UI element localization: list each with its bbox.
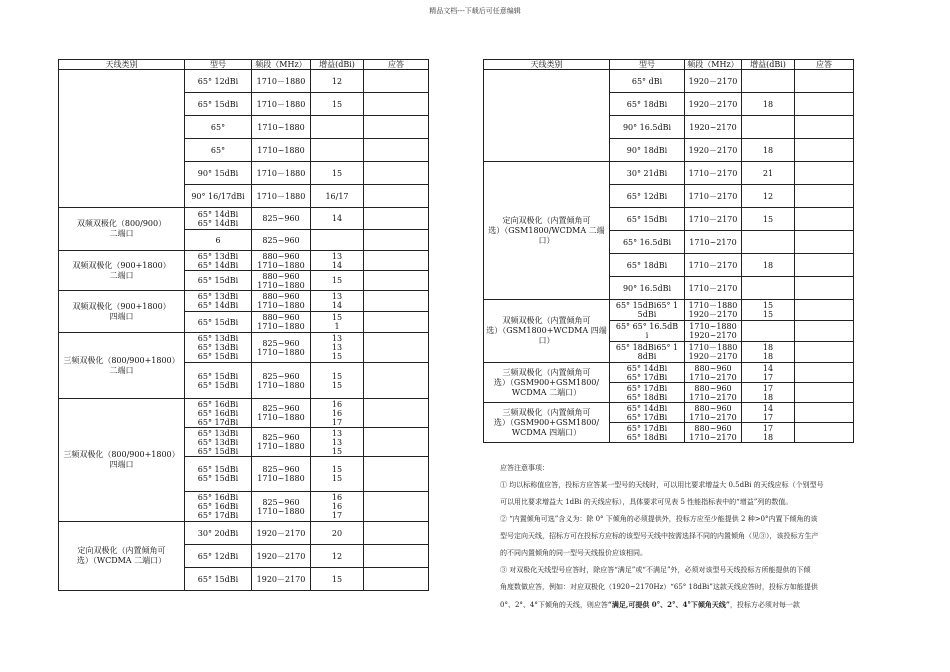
- table-row: [484, 70, 854, 93]
- cell-gain: 17 18: [742, 383, 795, 403]
- cell-answer[interactable]: [364, 93, 429, 116]
- cell-gain: [742, 277, 795, 300]
- cell-band: 825~960 1710~1880: [252, 333, 311, 363]
- cell-category: 双频双极化（900+1800） 二端口: [59, 251, 185, 291]
- cell-gain: 15: [311, 271, 364, 291]
- cell-band: 1710－1880: [252, 70, 311, 93]
- col-header-band: 频段（MHz）: [252, 60, 311, 70]
- cell-answer[interactable]: [364, 208, 429, 230]
- cell-category: 定向双极化（内置倾角可 选）（WCDMA 二端口）: [59, 522, 185, 591]
- col-header-answer: 应答: [795, 60, 854, 70]
- cell-gain: 16 16 17: [311, 399, 364, 428]
- cell-answer[interactable]: [364, 568, 429, 591]
- cell-gain: 16/17: [311, 185, 364, 208]
- cell-gain: [742, 70, 795, 93]
- cell-answer[interactable]: [364, 428, 429, 457]
- cell-gain: 16 16 17: [311, 492, 364, 522]
- cell-answer[interactable]: [795, 342, 854, 363]
- cell-gain: 15 15: [742, 300, 795, 321]
- cell-answer[interactable]: [364, 139, 429, 162]
- cell-answer[interactable]: [364, 522, 429, 545]
- cell-model: 65° 16dBi 65° 16dBi 65° 17dBi: [185, 492, 252, 522]
- note-1-line-2: 可以用比要求增益大 1dBi 的天线应标），具体要求可见表 5 性能指标表中的“增益”列的数值。: [500, 498, 793, 506]
- cell-category: 双频双极化（800/900） 二端口: [59, 208, 185, 251]
- cell-model: 65°: [185, 116, 252, 139]
- table-header-row: [59, 60, 429, 70]
- cell-band: 1710－1880 1920－2170: [685, 300, 742, 321]
- table-row: [59, 291, 429, 312]
- cell-answer[interactable]: [795, 363, 854, 383]
- table-row: [484, 363, 854, 383]
- cell-gain: 15: [311, 93, 364, 116]
- cell-band: 880~960 1710~1880: [252, 291, 311, 312]
- table-row: [59, 333, 429, 363]
- cell-model: 90° 16/17dBi: [185, 185, 252, 208]
- cell-band: 1710－1880: [252, 93, 311, 116]
- cell-model: 65° 14dBi 65° 14dBi: [185, 208, 252, 230]
- cell-answer[interactable]: [795, 321, 854, 342]
- col-header-band: 频段（MHz）: [685, 60, 742, 70]
- cell-answer[interactable]: [364, 291, 429, 312]
- cell-band: 1710－2170: [685, 185, 742, 208]
- cell-answer[interactable]: [795, 70, 854, 93]
- cell-answer[interactable]: [364, 399, 429, 428]
- cell-answer[interactable]: [795, 208, 854, 231]
- cell-answer[interactable]: [364, 333, 429, 363]
- cell-band: 1710~1880: [252, 116, 311, 139]
- cell-gain: [742, 231, 795, 254]
- cell-band: 1710－1880: [252, 185, 311, 208]
- cell-category: 三频双极化（内置倾角可 选）（GSM900+GSM1800/ WCDMA 四端口）: [484, 403, 610, 443]
- cell-model: 65° 17dBi 65° 18dBi: [610, 423, 685, 443]
- cell-gain: 15: [311, 568, 364, 591]
- note-3-text-a: 0°、2°、4°下倾角的天线，则应答: [500, 601, 608, 609]
- cell-gain: [742, 321, 795, 342]
- cell-model: 90° 15dBi: [185, 162, 252, 185]
- cell-band: 1920－2170: [685, 93, 742, 116]
- cell-gain: 12: [311, 70, 364, 93]
- cell-answer[interactable]: [364, 271, 429, 291]
- cell-answer[interactable]: [364, 230, 429, 251]
- cell-gain: 12: [742, 185, 795, 208]
- cell-gain: 18: [742, 93, 795, 116]
- note-2-line-3: 的不同内置倾角的同一型号天线报价应该相同。: [500, 549, 647, 557]
- cell-category: 双频双极化（900+1800） 四端口: [59, 291, 185, 333]
- cell-model: 65° 18dBi: [610, 254, 685, 277]
- cell-gain: 18 18: [742, 342, 795, 363]
- cell-gain: 18: [742, 139, 795, 162]
- cell-gain: 13 14: [311, 251, 364, 271]
- note-3-line-2: 角度数做应答，例如：对应双极化（1920~2170Hz）“65° 18dBi”这款天线应答时，投标方如能提供: [500, 583, 818, 591]
- cell-answer[interactable]: [795, 231, 854, 254]
- cell-gain: 21: [742, 162, 795, 185]
- cell-answer[interactable]: [795, 254, 854, 277]
- cell-band: 880~960 1710~2170: [685, 363, 742, 383]
- cell-answer[interactable]: [795, 423, 854, 443]
- table-header-row: [484, 60, 854, 70]
- cell-model: 65° dBi: [610, 70, 685, 93]
- cell-model: 90° 16.5dBi: [610, 277, 685, 300]
- note-3-line-1: ③ 对双极化天线型号应答时，除应答“满足”或“不满足”外，必须对该型号天线投标方所能提供的下倾: [500, 566, 811, 574]
- cell-model: 30° 21dBi: [610, 162, 685, 185]
- cell-band: 1920~2170: [685, 116, 742, 139]
- table-row: [484, 162, 854, 185]
- cell-category: 三频双极化（800/900+1800） 四端口: [59, 399, 185, 522]
- cell-answer[interactable]: [364, 116, 429, 139]
- cell-model: 65° 15dBi: [185, 271, 252, 291]
- cell-gain: 17 18: [742, 423, 795, 443]
- cell-answer[interactable]: [795, 403, 854, 423]
- cell-band: 880~960 1710~2170: [685, 383, 742, 403]
- cell-gain: [742, 116, 795, 139]
- cell-model: 65° 16.5dBi: [610, 231, 685, 254]
- cell-gain: 15 15: [311, 363, 364, 399]
- cell-model: 65° 15dBi: [185, 93, 252, 116]
- col-header-gain: 增益(dBi): [311, 60, 364, 70]
- cell-answer[interactable]: [795, 93, 854, 116]
- cell-gain: 15 1: [311, 312, 364, 333]
- note-2-line-1: ② “内置倾角可选”含义为：除 0° 下倾角的必须提供外，投标方应至少能提供 2 种>0°内置下倾角的该: [500, 515, 818, 523]
- cell-model: 65° 17dBi 65° 18dBi: [610, 383, 685, 403]
- cell-answer[interactable]: [364, 363, 429, 399]
- cell-model: 65° 15dBi: [185, 312, 252, 333]
- cell-gain: [311, 116, 364, 139]
- cell-band: 880~960 1710~1880: [252, 251, 311, 271]
- cell-gain: 12: [311, 545, 364, 568]
- cell-model: 65° 18dBi65° 1 8dBi: [610, 342, 685, 363]
- cell-band: 825~960 1710~1880: [252, 492, 311, 522]
- cell-model: 65° 12dBi: [610, 185, 685, 208]
- antenna-table-left: [58, 59, 429, 591]
- cell-category: 三频双极化（800/900+1800） 二端口: [59, 333, 185, 399]
- cell-model: 90° 18dBi: [610, 139, 685, 162]
- col-header-model: 型号: [185, 60, 252, 70]
- cell-model: 65° 14dBi 65° 17dBi: [610, 403, 685, 423]
- cell-band: 1710－2170: [685, 277, 742, 300]
- cell-band: 1920－2170: [685, 139, 742, 162]
- note-2-line-2: 型号定向天线，招标方可在投标方应标的该型号天线中按需选择不同的内置倾角（见③），该投标方生产: [500, 532, 819, 540]
- table-row: [59, 522, 429, 545]
- note-3-line-3: [500, 596, 868, 614]
- cell-band: 1710－2170: [685, 254, 742, 277]
- cell-model: 6: [185, 230, 252, 251]
- cell-band: 825~960 1710~1880: [252, 428, 311, 457]
- table-row: [484, 300, 854, 321]
- cell-band: 825~960: [252, 230, 311, 251]
- cell-answer[interactable]: [795, 139, 854, 162]
- cell-gain: [311, 139, 364, 162]
- cell-gain: 15: [742, 208, 795, 231]
- notes-title: 应答注意事项：: [500, 464, 549, 472]
- table-row: [484, 403, 854, 423]
- cell-answer[interactable]: [364, 312, 429, 333]
- table-row: [59, 251, 429, 271]
- cell-model: 65° 18dBi: [610, 93, 685, 116]
- table-row: [59, 208, 429, 230]
- cell-model: 65° 13dBi 65° 14dBi: [185, 291, 252, 312]
- cell-model: 65°: [185, 139, 252, 162]
- cell-band: 1710~2170: [685, 231, 742, 254]
- cell-gain: [311, 230, 364, 251]
- cell-model: 65° 13dBi 65° 13dBi 65° 15dBi: [185, 428, 252, 457]
- col-header-answer: 应答: [364, 60, 429, 70]
- cell-band: 880~960 1710~1880: [252, 271, 311, 291]
- cell-gain: 13 13 15: [311, 428, 364, 457]
- cell-band: 1710~1880: [252, 139, 311, 162]
- note-3-text-b: ，投标方必须对每一款: [729, 601, 800, 609]
- cell-answer[interactable]: [364, 492, 429, 522]
- cell-band: 825~960 1710~1880: [252, 363, 311, 399]
- cell-gain: 14: [311, 208, 364, 230]
- cell-model: 65° 65° 16.5dB i: [610, 321, 685, 342]
- cell-category: [59, 70, 185, 208]
- cell-model: 65° 15dBi 65° 15dBi: [185, 457, 252, 492]
- cell-model: 65° 13dBi 65° 14dBi: [185, 251, 252, 271]
- cell-gain: 14 17: [742, 363, 795, 383]
- cell-band: 880~960 1710~2170: [685, 423, 742, 443]
- cell-category: 定向双极化（内置倾角可 选）（GSM1800/WCDMA 二端 口）: [484, 162, 610, 300]
- note-3-bold-answer: “满足,可提供 0°、2°、4°下倾角天线”: [607, 600, 730, 609]
- col-header-category: 天线类别: [59, 60, 185, 70]
- table-row: [59, 70, 429, 93]
- cell-band: 1920－2170: [252, 568, 311, 591]
- cell-category: [484, 70, 610, 162]
- cell-answer[interactable]: [364, 457, 429, 492]
- cell-answer[interactable]: [795, 383, 854, 403]
- antenna-table-right: [483, 59, 854, 443]
- cell-band: 825~960: [252, 208, 311, 230]
- table-row: [59, 399, 429, 428]
- cell-band: 1710－2170: [685, 162, 742, 185]
- cell-answer[interactable]: [795, 300, 854, 321]
- col-header-gain: 增益(dBi): [742, 60, 795, 70]
- cell-model: 65° 12dBi: [185, 70, 252, 93]
- col-header-category: 天线类别: [484, 60, 610, 70]
- cell-band: 1920－2170: [252, 522, 311, 545]
- cell-model: 65° 15dBi 65° 15dBi: [185, 363, 252, 399]
- cell-band: 880~960 1710~1880: [252, 312, 311, 333]
- cell-model: 90° 16.5dBi: [610, 116, 685, 139]
- cell-model: 65° 12dBi: [185, 545, 252, 568]
- cell-model: 65° 13dBi 65° 13dBi 65° 15dBi: [185, 333, 252, 363]
- cell-answer[interactable]: [795, 277, 854, 300]
- cell-answer[interactable]: [795, 162, 854, 185]
- cell-band: 825~960 1710~1880: [252, 399, 311, 428]
- cell-gain: 13 14: [311, 291, 364, 312]
- cell-gain: 13 13 15: [311, 333, 364, 363]
- cell-gain: 20: [311, 522, 364, 545]
- cell-answer[interactable]: [364, 251, 429, 271]
- cell-model: 65° 15dBi65° 1 5dBi: [610, 300, 685, 321]
- cell-model: 65° 15dBi: [610, 208, 685, 231]
- cell-band: 880~960 1710~2170: [685, 403, 742, 423]
- cell-band: 1710－1880 1920－2170: [685, 342, 742, 363]
- col-header-model: 型号: [610, 60, 685, 70]
- cell-band: 825~960 1710~1880: [252, 457, 311, 492]
- cell-model: 30° 20dBi: [185, 522, 252, 545]
- cell-band: 1920－2170: [685, 70, 742, 93]
- answer-notes: [500, 460, 868, 614]
- cell-answer[interactable]: [795, 185, 854, 208]
- cell-answer[interactable]: [364, 545, 429, 568]
- cell-answer[interactable]: [364, 185, 429, 208]
- cell-model: 65° 16dBi 65° 16dBi 65° 17dBi: [185, 399, 252, 428]
- cell-gain: 15: [311, 162, 364, 185]
- cell-category: 双频双极化（内置倾角可 选）（GSM1800+WCDMA 四端 口）: [484, 300, 610, 363]
- cell-band: 1710－2170: [685, 208, 742, 231]
- cell-gain: 15 15: [311, 457, 364, 492]
- note-1-line-1: ① 均以标称值应答，投标方应答某一型号的天线时，可以用比要求增益大 0.5dBi 的天线应标（个别型号: [500, 481, 824, 489]
- cell-band: 1710－1880: [252, 162, 311, 185]
- cell-band: 1920－2170: [252, 545, 311, 568]
- cell-answer[interactable]: [795, 116, 854, 139]
- cell-model: 65° 15dBi: [185, 568, 252, 591]
- cell-answer[interactable]: [364, 70, 429, 93]
- cell-band: 1710~1880 1920~2170: [685, 321, 742, 342]
- page-header: 精品文档---下载后可任意编辑: [429, 7, 521, 15]
- cell-gain: 18: [742, 254, 795, 277]
- cell-answer[interactable]: [364, 162, 429, 185]
- cell-gain: 14 17: [742, 403, 795, 423]
- cell-model: 65° 14dBi 65° 17dBi: [610, 363, 685, 383]
- cell-category: 三频双极化（内置倾角可 选）（GSM900+GSM1800/ WCDMA 二端口）: [484, 363, 610, 403]
